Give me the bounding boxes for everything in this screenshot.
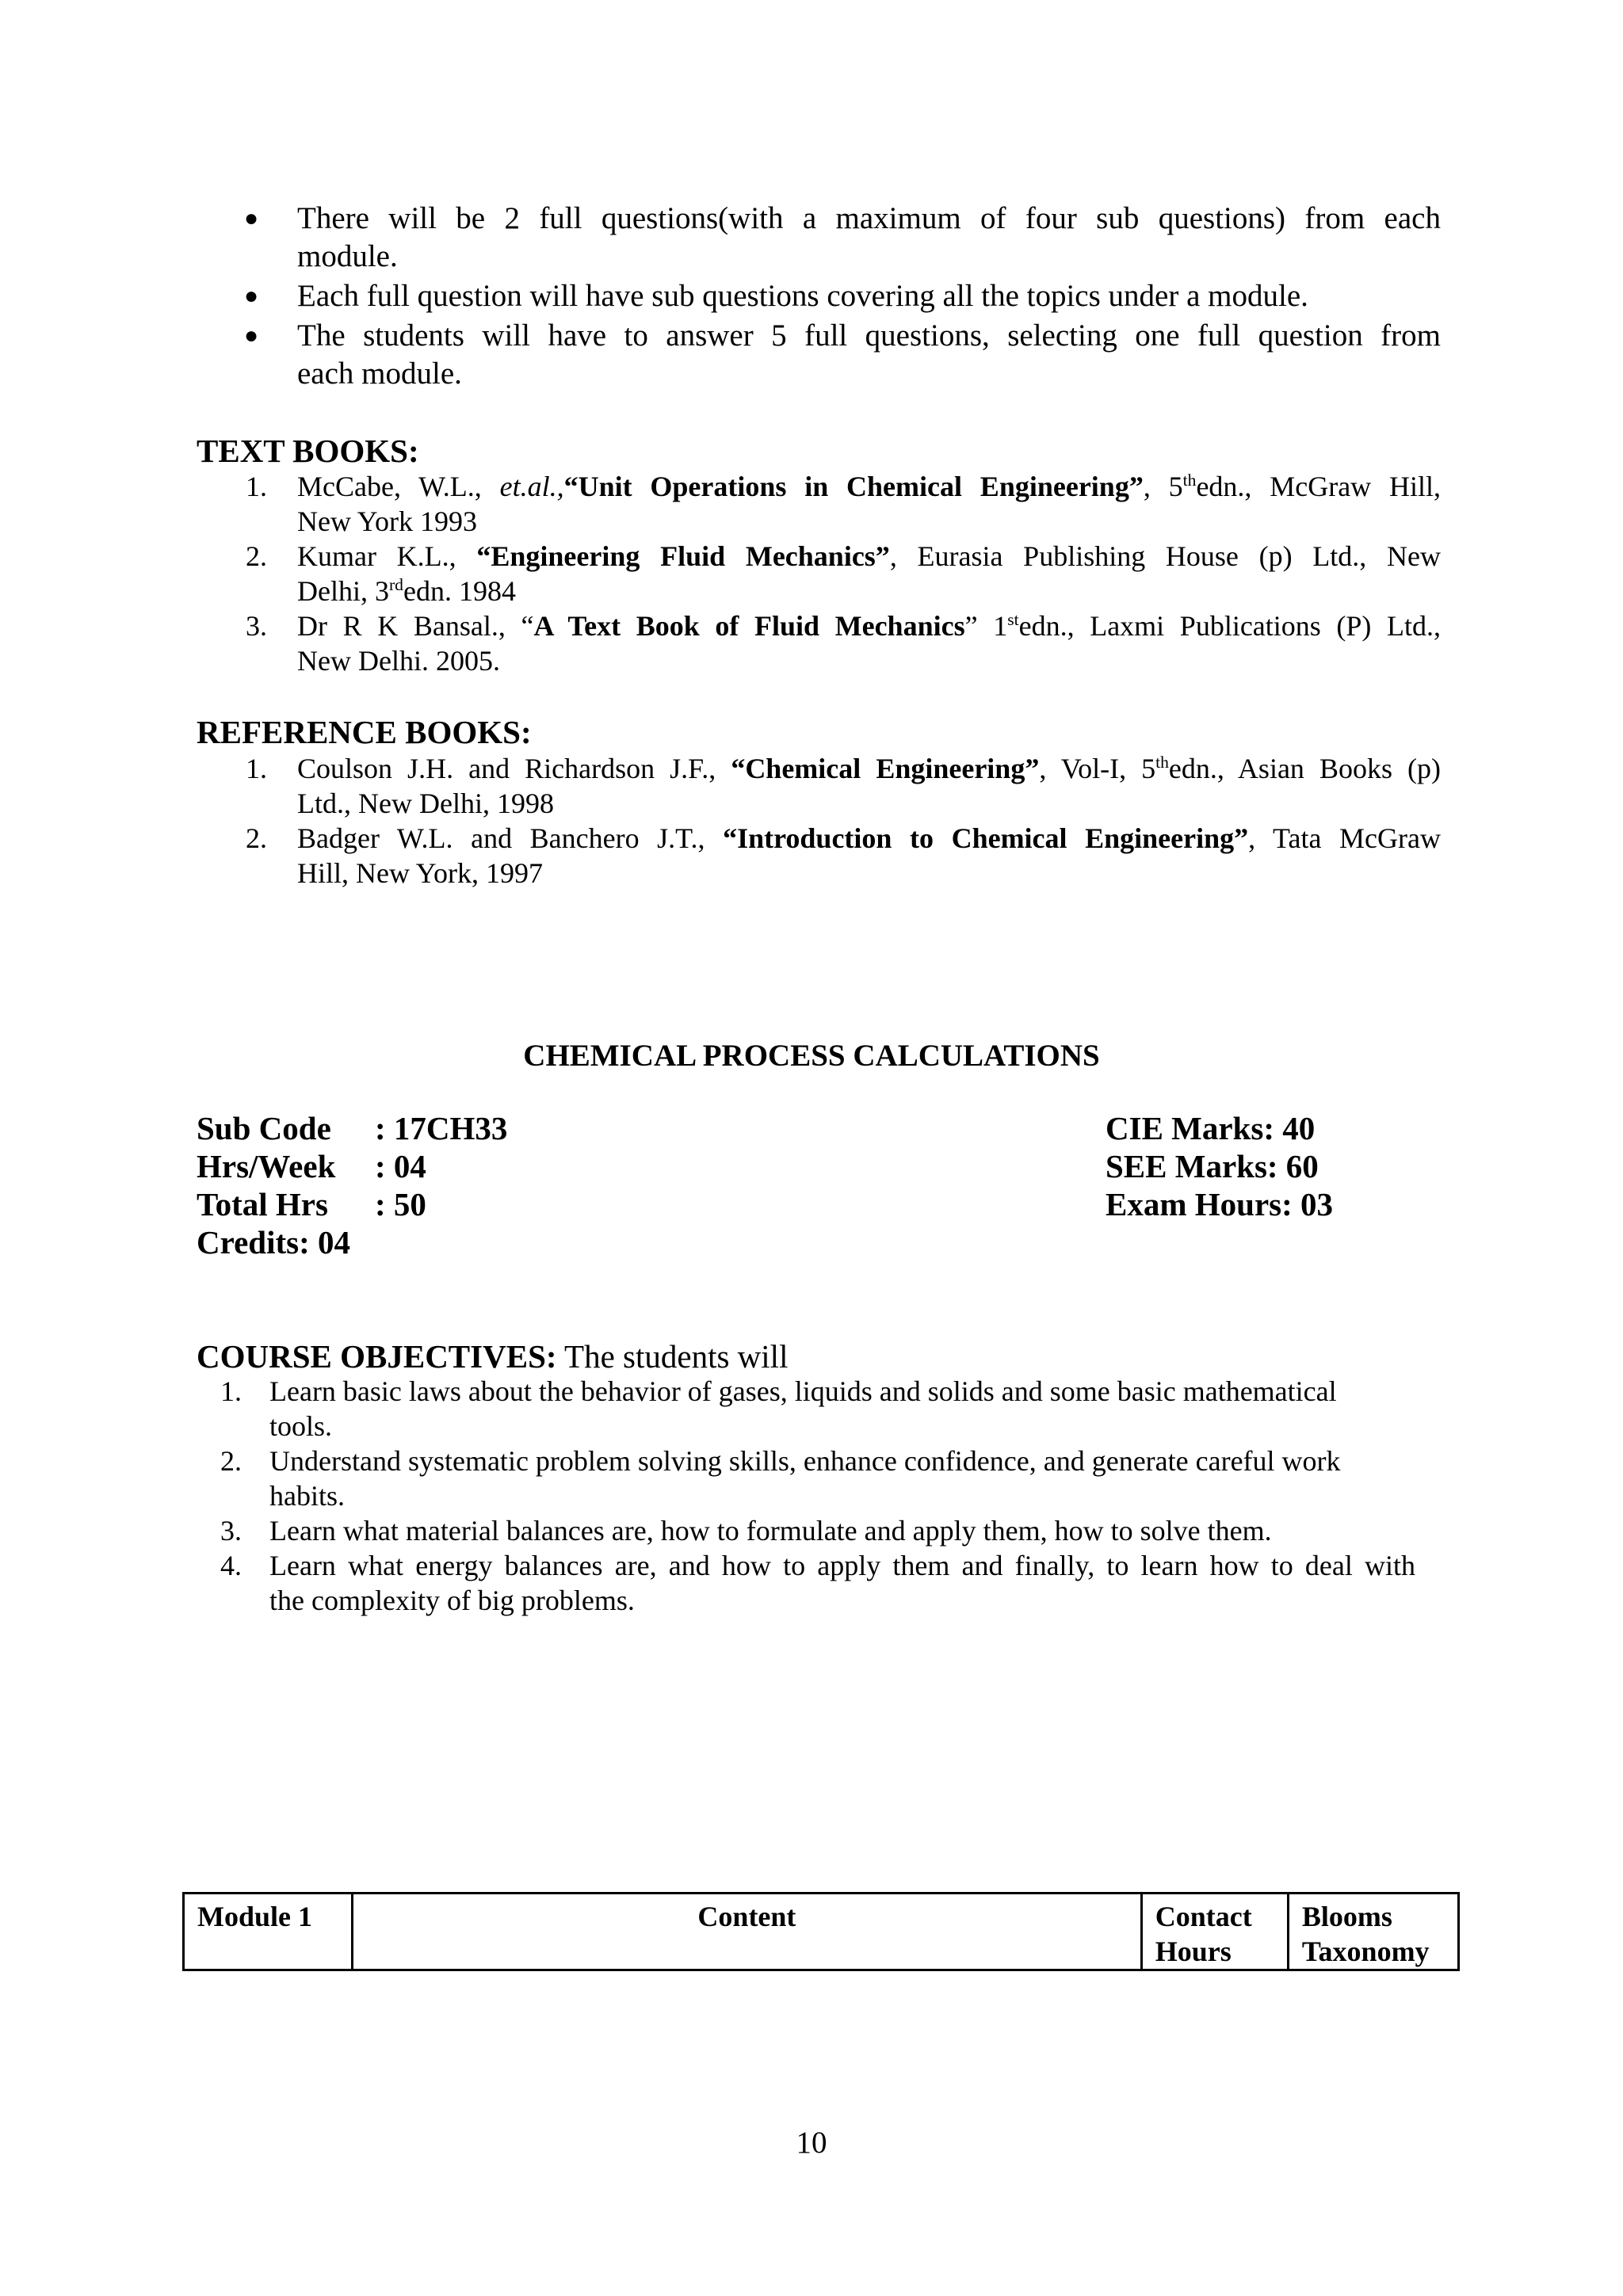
bullet-text: each module. [297, 357, 462, 391]
objective-item: 2. Understand systematic problem solving skills, enhance confidence, and generate careful work habits. [220, 1445, 1341, 1512]
module-cell: Module 1 [184, 1894, 353, 1970]
bullet-item [246, 200, 1441, 276]
objective-item: 4. Learn what energy balances are, and how to apply them and finally, to learn how to deal with the complexity of big problems. [220, 1550, 1415, 1616]
course-info-right: CIE Marks: 40 SEE Marks: 60 Exam Hours: 03 [1106, 1110, 1333, 1222]
objectives-heading: COURSE OBJECTIVES: The students will [197, 1338, 789, 1375]
list-number: 2. [246, 540, 267, 572]
bullet-item [246, 277, 1441, 315]
list-number: 1. [246, 753, 267, 784]
course-title: CHEMICAL PROCESS CALCULATIONS [523, 1039, 1100, 1073]
list-number: 3. [246, 610, 267, 642]
course-info-left: Sub Code : 17CH33 Hrs/Week : 04 Total Hrs : 50 Credits: 04 [197, 1110, 508, 1261]
page-number: 10 [796, 2126, 827, 2160]
text-book-item: 3. Dr R K Bansal., “A Text Book of Fluid Mechanics” 1stedn., Laxmi Publications (P) Ltd., New Delhi. 2005. [246, 610, 1442, 677]
bullet-dot: ● [244, 322, 259, 349]
reference-book-item: 2. Badger W.L. and Banchero J.T., “Introduction to Chemical Engineering”, Tata McGraw Hill, New York, 1997 [246, 822, 1441, 889]
bullet-text: module. [297, 239, 398, 273]
reference-books-heading: REFERENCE BOOKS: [197, 714, 532, 750]
bullet-text: Each full question will have sub questions covering all the topics under a module. [297, 279, 1308, 313]
bullet-item [246, 317, 1441, 393]
list-number: 2. [246, 822, 267, 854]
bullet-text: There will be 2 full questions(with a maximum of four sub questions) from each [297, 201, 1441, 235]
bullet-dot: ● [244, 283, 259, 309]
content-cell: Content [353, 1894, 1142, 1970]
text-book-item: 1. McCabe, W.L., et.al.,“Unit Operations in Chemical Engineering”, 5thedn., McGraw Hill, New York 1993 [246, 471, 1441, 537]
text-book-item: 2. Kumar K.L., “Engineering Fluid Mechanics”, Eurasia Publishing House (p) Ltd., New Delhi, 3rdedn. 1984 [246, 540, 1441, 607]
list-number: 1. [246, 471, 267, 502]
table-row [184, 1894, 1459, 1970]
objective-item: 3. Learn what material balances are, how to formulate and apply them, how to solve them. [220, 1515, 1272, 1547]
bullet-text: The students will have to answer 5 full questions, selecting one full question from [297, 318, 1441, 353]
reference-book-item: 1. Coulson J.H. and Richardson J.F., “Chemical Engineering”, Vol-I, 5thedn., Asian Books (p) Ltd., New Delhi, 1998 [246, 753, 1441, 819]
bullet-dot: ● [244, 205, 259, 231]
blooms-taxonomy-cell: Blooms Taxonomy [1288, 1894, 1458, 1970]
contact-hours-cell: Contact Hours [1141, 1894, 1288, 1970]
objective-item: 1. Learn basic laws about the behavior of gases, liquids and solids and some basic mathematical tools. [220, 1375, 1337, 1442]
text-books-heading: TEXT BOOKS: [197, 433, 419, 469]
module-table [182, 1892, 1460, 1971]
